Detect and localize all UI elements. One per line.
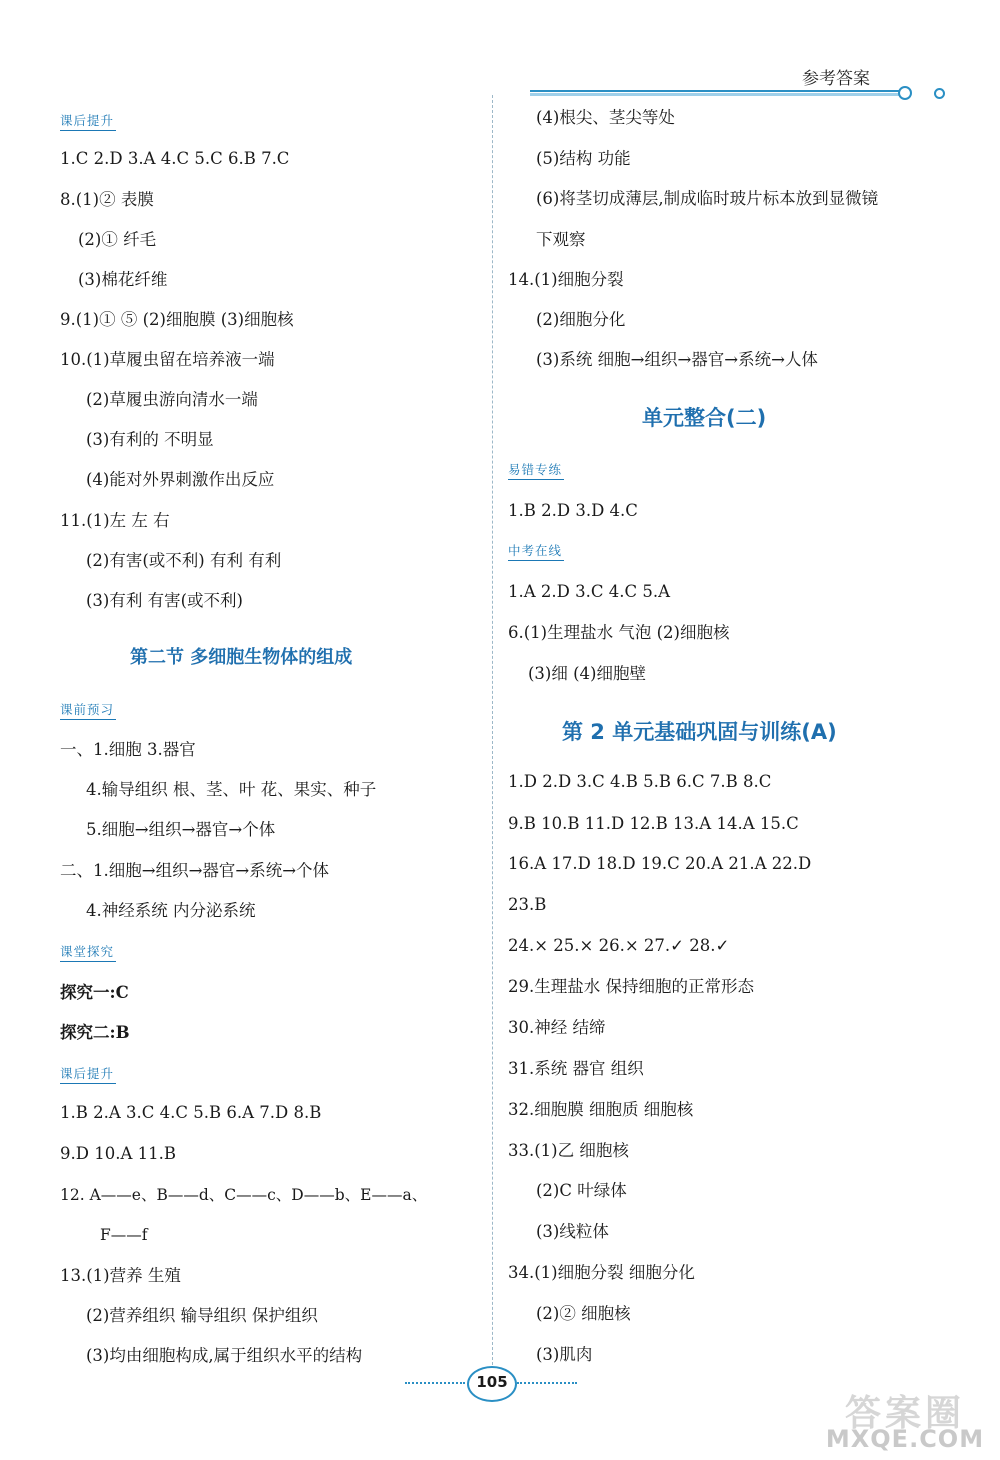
answer-line: 32.细胞膜 细胞质 细胞核 [508,1100,694,1119]
watermark-site: MXQE.COM [825,1425,985,1453]
header-title: 参考答案 [802,69,870,89]
answer-line: (5)结构 功能 [536,149,631,168]
answer-line: 13.(1)营养 生殖 [60,1266,181,1285]
answer-line: 31.系统 器官 组织 [508,1059,644,1078]
answer-line: 10.(1)草履虫留在培养液一端 [60,350,275,369]
right-column [490,0,1000,1460]
answer-line: 探究二:B [60,1023,130,1042]
answer-line: 下观察 [536,230,586,249]
page-number-badge [405,1366,575,1400]
answer-line: (3)系统 细胞→组织→器官→系统→人体 [536,350,818,369]
answer-line: (2)① 纤毛 [78,230,157,249]
answer-line: (3)均由细胞构成,属于组织水平的结构 [86,1346,363,1365]
answer-line: (2)草履虫游向清水一端 [86,390,258,409]
answer-line: (3)细 (4)细胞壁 [528,664,646,683]
answer-line: 探究一:C [60,983,129,1002]
section-title: 单元整合(二) [642,406,767,430]
answer-line: 二、1.细胞→组织→器官→系统→个体 [60,861,330,880]
section-tag: 中考在线 [508,543,564,561]
answer-line: (6)将茎切成薄层,制成临时玻片标本放到显微镜 [536,189,879,208]
watermark-glyphs: 答案圈 [844,1393,965,1434]
section-title: 第 2 单元基础巩固与训练(A) [562,720,837,744]
answer-line: 33.(1)乙 细胞核 [508,1141,629,1160]
page-number: 105 [476,1373,508,1391]
answer-line: 34.(1)细胞分裂 细胞分化 [508,1263,695,1282]
answer-line: (2)有害(或不利) 有利 有利 [86,551,282,570]
answer-line: 6.(1)生理盐水 气泡 (2)细胞核 [508,623,730,642]
answer-line: (3)有利 有害(或不利) [86,591,243,610]
answer-line: 5.细胞→组织→器官→个体 [86,820,276,839]
answer-line: 1.B 2.D 3.D 4.C [508,501,638,520]
answer-line: (3)有利的 不明显 [86,430,214,449]
answer-line: 12. A——e、B——d、C——c、D——b、E——a、 [60,1186,428,1204]
answer-line: 9.D 10.A 11.B [60,1144,176,1163]
answer-line: 1.B 2.A 3.C 4.C 5.B 6.A 7.D 8.B [60,1103,322,1122]
answer-line: 14.(1)细胞分裂 [508,270,624,289]
page-number-dots-left [405,1382,465,1384]
answer-line: 1.A 2.D 3.C 4.C 5.A [508,582,671,601]
section-tag: 课后提升 [60,113,116,131]
answer-line: 4.神经系统 内分泌系统 [86,901,256,920]
answer-line: 8.(1)② 表膜 [60,190,154,209]
answer-line: (4)根尖、茎尖等处 [536,108,675,127]
answer-line: (2)营养组织 输导组织 保护组织 [86,1306,318,1325]
left-column [0,0,490,1460]
answer-line: 24.× 25.× 26.× 27.✓ 28.✓ [508,936,730,955]
answer-line: 11.(1)左 左 右 [60,511,170,530]
answer-line: 29.生理盐水 保持细胞的正常形态 [508,977,754,996]
answer-line: 30.神经 结缔 [508,1018,606,1037]
answer-line: 9.B 10.B 11.D 12.B 13.A 14.A 15.C [508,814,799,833]
answer-line: (4)能对外界刺激作出反应 [86,470,275,489]
answer-line: 1.C 2.D 3.A 4.C 5.C 6.B 7.C [60,149,290,168]
section-tag: 课后提升 [60,1066,116,1084]
section-tag: 课堂探究 [60,944,116,962]
answer-line: (3)棉花纤维 [78,270,168,289]
answer-line: 4.输导组织 根、茎、叶 花、果实、种子 [86,780,377,799]
answer-line: 一、1.细胞 3.器官 [60,740,196,759]
page-number-dots-right [517,1382,577,1384]
section-tag: 易错专练 [508,462,564,480]
watermark-logo [815,1385,995,1455]
answer-line: 16.A 17.D 18.D 19.C 20.A 21.A 22.D [508,854,812,873]
answer-line: (3)肌肉 [536,1345,593,1364]
answer-line: (3)线粒体 [536,1222,609,1241]
answer-line: (2)细胞分化 [536,310,626,329]
section-tag: 课前预习 [60,702,116,720]
answer-line: 23.B [508,895,547,914]
answer-line: 1.D 2.D 3.C 4.B 5.B 6.C 7.B 8.C [508,772,772,791]
section-title: 第二节 多细胞生物体的组成 [130,647,353,668]
answer-line: (2)C 叶绿体 [536,1181,627,1200]
answer-line: 9.(1)① ⑤ (2)细胞膜 (3)细胞核 [60,310,294,329]
answer-line: F——f [100,1226,148,1244]
answer-line: (2)② 细胞核 [536,1304,631,1323]
